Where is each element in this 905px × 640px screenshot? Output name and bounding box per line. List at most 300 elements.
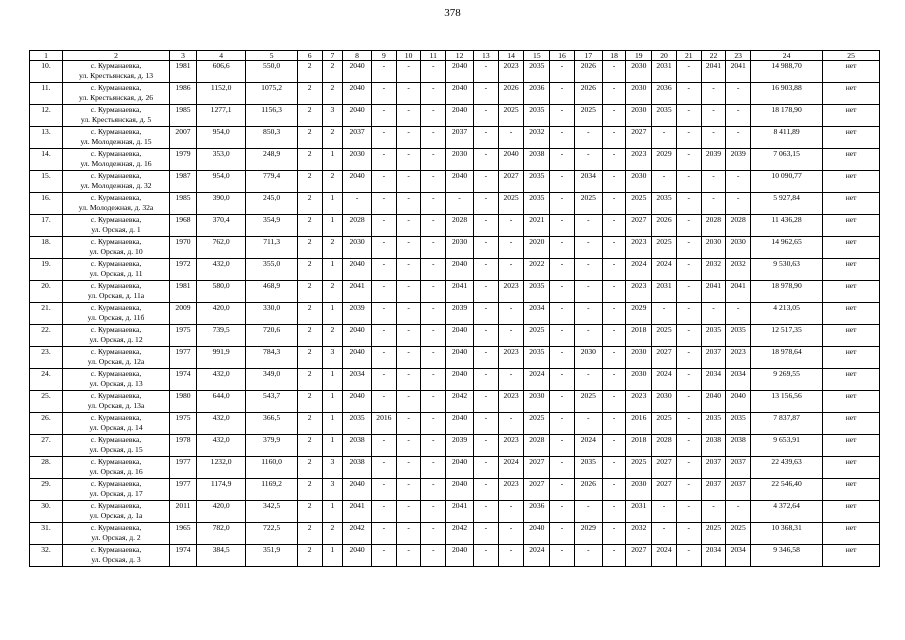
cell-c12: 2041 (446, 501, 474, 523)
cell-c12: 2040 (446, 347, 474, 369)
cell-c15: 2027 (524, 457, 550, 479)
cell-cost: 8 411,89 (751, 127, 823, 149)
cell-c18: - (602, 149, 626, 171)
cell-c13: - (473, 193, 498, 215)
cell-c12: 2040 (446, 545, 474, 567)
cell-cost: 9 269,55 (751, 369, 823, 391)
cell-cost: 14 988,70 (751, 61, 823, 83)
cell-e: 2 (322, 61, 343, 83)
cell-c20: 2027 (652, 457, 677, 479)
row-number: 13. (30, 127, 63, 149)
cell-a1: 420,0 (196, 303, 245, 325)
cell-c23: 2038 (726, 435, 751, 457)
cell-c14: 2026 (498, 83, 524, 105)
cell-c20: 2025 (652, 237, 677, 259)
cell-c17: - (574, 501, 602, 523)
cell-c17: - (574, 127, 602, 149)
cell-e: 1 (322, 369, 343, 391)
cell-c21: - (676, 457, 701, 479)
cell-c15: 2028 (524, 435, 550, 457)
cell-c8: 2041 (343, 281, 372, 303)
cell-a2: 349,0 (246, 369, 298, 391)
cell-c17: 2025 (574, 105, 602, 127)
cell-c23: 2041 (726, 61, 751, 83)
cell-c9: - (372, 171, 397, 193)
cell-c20: 2029 (652, 149, 677, 171)
cell-c15: 2040 (524, 523, 550, 545)
address-locality: с. Курманаевка, (90, 259, 142, 268)
cell-c11: - (421, 281, 446, 303)
cell-c23: 2037 (726, 457, 751, 479)
cell-c12: 2040 (446, 479, 474, 501)
cell-c16: - (550, 501, 575, 523)
cell-c16: - (550, 193, 575, 215)
cell-c18: - (602, 325, 626, 347)
cell-c22: 2038 (701, 435, 726, 457)
cell-e: 1 (322, 303, 343, 325)
cell-year: 1977 (170, 479, 197, 501)
cell-c18: - (602, 391, 626, 413)
cell-c15: 2035 (524, 281, 550, 303)
column-index-8: 8 (343, 51, 372, 61)
cell-year: 1985 (170, 193, 197, 215)
row-number: 31. (30, 523, 63, 545)
cell-c11: - (421, 501, 446, 523)
address-street: ул. Орская, д. 1а (89, 510, 143, 520)
cell-cost: 9 530,63 (751, 259, 823, 281)
cell-c19: 2030 (626, 171, 652, 193)
cell-flag: нет (823, 237, 880, 259)
cell-c9: - (372, 237, 397, 259)
cell-c8: 2034 (343, 369, 372, 391)
cell-c18: - (602, 369, 626, 391)
cell-year: 1974 (170, 545, 197, 567)
cell-c17: - (574, 303, 602, 325)
housing-register-table (29, 50, 880, 567)
cell-a2: 366,5 (246, 413, 298, 435)
cell-flag: нет (823, 413, 880, 435)
cell-c10: - (396, 193, 421, 215)
cell-c23: 2039 (726, 149, 751, 171)
cell-c12: - (446, 193, 474, 215)
cell-c16: - (550, 347, 575, 369)
cell-c9: - (372, 369, 397, 391)
cell-c10: - (396, 545, 421, 567)
cell-c16: - (550, 545, 575, 567)
cell-c14: - (498, 303, 524, 325)
cell-c14: 2025 (498, 105, 524, 127)
cell-c8: 2038 (343, 435, 372, 457)
cell-c12: 2039 (446, 435, 474, 457)
cell-c16: - (550, 303, 575, 325)
address-cell (62, 149, 169, 171)
table-row (30, 281, 880, 303)
cell-f: 2 (297, 237, 322, 259)
cell-e: 3 (322, 457, 343, 479)
cell-c16: - (550, 479, 575, 501)
cell-e: 2 (322, 237, 343, 259)
table-row (30, 83, 880, 105)
cell-c9: - (372, 149, 397, 171)
table-row (30, 391, 880, 413)
cell-c19: 2023 (626, 149, 652, 171)
cell-c19: 2030 (626, 61, 652, 83)
cell-c20: 2027 (652, 479, 677, 501)
cell-c16: - (550, 215, 575, 237)
cell-c21: - (676, 237, 701, 259)
cell-c10: - (396, 215, 421, 237)
cell-c10: - (396, 347, 421, 369)
cell-c20: 2025 (652, 413, 677, 435)
cell-flag: нет (823, 105, 880, 127)
cell-year: 1977 (170, 347, 197, 369)
address-locality: с. Курманаевка, (90, 325, 142, 334)
cell-a1: 991,9 (196, 347, 245, 369)
cell-c12: 2037 (446, 127, 474, 149)
cell-c19: 2027 (626, 545, 652, 567)
address-cell (62, 435, 169, 457)
cell-c11: - (421, 391, 446, 413)
cell-c16: - (550, 413, 575, 435)
cell-f: 2 (297, 391, 322, 413)
row-number: 29. (30, 479, 63, 501)
cell-e: 1 (322, 193, 343, 215)
cell-year: 1978 (170, 435, 197, 457)
cell-c9: - (372, 83, 397, 105)
cell-c15: 2024 (524, 545, 550, 567)
cell-c19: 2030 (626, 105, 652, 127)
cell-c11: - (421, 83, 446, 105)
cell-c23: 2030 (726, 237, 751, 259)
cell-c21: - (676, 347, 701, 369)
cell-c16: - (550, 171, 575, 193)
column-index-2: 2 (62, 51, 169, 61)
cell-c10: - (396, 391, 421, 413)
cell-c16: - (550, 259, 575, 281)
cell-c9: - (372, 127, 397, 149)
cell-c20: - (652, 523, 677, 545)
address-street: ул. Орская, д. 1 (91, 224, 141, 234)
cell-c19: 2027 (626, 215, 652, 237)
table-row (30, 325, 880, 347)
cell-e: 1 (322, 391, 343, 413)
cell-a2: 468,9 (246, 281, 298, 303)
address-cell (62, 259, 169, 281)
cell-f: 2 (297, 347, 322, 369)
cell-a1: 390,0 (196, 193, 245, 215)
cell-e: 1 (322, 149, 343, 171)
cell-e: 2 (322, 523, 343, 545)
cell-cost: 18 978,64 (751, 347, 823, 369)
cell-a1: 432,0 (196, 259, 245, 281)
cell-c11: - (421, 523, 446, 545)
cell-c11: - (421, 347, 446, 369)
cell-c15: 2035 (524, 171, 550, 193)
cell-c8: 2028 (343, 215, 372, 237)
address-street: ул. Молодежная, д. 32 (80, 180, 152, 190)
address-locality: с. Курманаевка, (90, 127, 142, 136)
cell-c10: - (396, 149, 421, 171)
cell-a1: 954,0 (196, 171, 245, 193)
cell-c19: 2031 (626, 501, 652, 523)
cell-c22: 2037 (701, 457, 726, 479)
cell-c23: 2034 (726, 545, 751, 567)
cell-c21: - (676, 479, 701, 501)
cell-c19: 2029 (626, 303, 652, 325)
cell-c21: - (676, 391, 701, 413)
cell-a2: 330,0 (246, 303, 298, 325)
cell-c14: - (498, 237, 524, 259)
cell-c14: 2040 (498, 149, 524, 171)
cell-c19: 2016 (626, 413, 652, 435)
cell-cost: 9 653,91 (751, 435, 823, 457)
column-index-25: 25 (823, 51, 880, 61)
cell-c18: - (602, 105, 626, 127)
column-index-7: 7 (322, 51, 343, 61)
cell-c20: - (652, 171, 677, 193)
cell-c15: 2035 (524, 105, 550, 127)
cell-c10: - (396, 83, 421, 105)
cell-c9: - (372, 435, 397, 457)
cell-c12: 2042 (446, 391, 474, 413)
address-street: ул. Молодежная, д. 16 (80, 158, 152, 168)
row-number: 26. (30, 413, 63, 435)
cell-c22: 2035 (701, 413, 726, 435)
cell-a1: 762,0 (196, 237, 245, 259)
row-number: 30. (30, 501, 63, 523)
cell-c19: 2023 (626, 391, 652, 413)
column-index-15: 15 (524, 51, 550, 61)
cell-e: 1 (322, 435, 343, 457)
table-row (30, 303, 880, 325)
cell-c17: 2035 (574, 457, 602, 479)
cell-a2: 722,5 (246, 523, 298, 545)
row-number: 10. (30, 61, 63, 83)
table-row (30, 149, 880, 171)
address-street: ул. Орская, д. 16 (89, 466, 143, 476)
address-street: ул. Орская, д. 12 (89, 334, 143, 344)
cell-flag: нет (823, 523, 880, 545)
table-row (30, 237, 880, 259)
cell-c13: - (473, 457, 498, 479)
cell-c9: 2016 (372, 413, 397, 435)
column-index-19: 19 (626, 51, 652, 61)
cell-c18: - (602, 215, 626, 237)
cell-c15: 2034 (524, 303, 550, 325)
address-locality: с. Курманаевка, (90, 61, 142, 70)
cell-c10: - (396, 435, 421, 457)
address-locality: с. Курманаевка, (90, 501, 142, 510)
cell-c23: 2040 (726, 391, 751, 413)
address-street: ул. Орская, д. 14 (89, 422, 143, 432)
cell-c19: 2025 (626, 193, 652, 215)
cell-c9: - (372, 303, 397, 325)
cell-a2: 248,9 (246, 149, 298, 171)
cell-c9: - (372, 545, 397, 567)
cell-c17: 2025 (574, 193, 602, 215)
cell-c22: 2025 (701, 523, 726, 545)
cell-e: 2 (322, 171, 343, 193)
address-locality: с. Курманаевка, (90, 171, 142, 180)
cell-c14: - (498, 545, 524, 567)
address-street: ул. Орская, д. 11а (87, 290, 145, 300)
cell-c15: 2035 (524, 193, 550, 215)
address-street: ул. Орская, д. 10 (89, 246, 143, 256)
row-number: 15. (30, 171, 63, 193)
cell-c17: - (574, 259, 602, 281)
cell-year: 1972 (170, 259, 197, 281)
address-cell (62, 479, 169, 501)
cell-f: 2 (297, 105, 322, 127)
cell-c20: 2024 (652, 545, 677, 567)
cell-c15: 2020 (524, 237, 550, 259)
cell-c15: 2038 (524, 149, 550, 171)
address-locality: с. Курманаевка, (90, 237, 142, 246)
cell-c22: 2039 (701, 149, 726, 171)
cell-c20: 2024 (652, 369, 677, 391)
cell-c11: - (421, 105, 446, 127)
cell-c8: 2040 (343, 545, 372, 567)
cell-c14: - (498, 259, 524, 281)
cell-c14: 2023 (498, 281, 524, 303)
cell-c23: - (726, 193, 751, 215)
cell-c8: 2040 (343, 347, 372, 369)
cell-flag: нет (823, 171, 880, 193)
cell-c19: 2027 (626, 127, 652, 149)
column-index-9: 9 (372, 51, 397, 61)
address-cell (62, 281, 169, 303)
cell-c20: 2027 (652, 347, 677, 369)
address-cell (62, 83, 169, 105)
cell-c23: 2035 (726, 325, 751, 347)
cell-c22: - (701, 303, 726, 325)
cell-c9: - (372, 347, 397, 369)
column-index-23: 23 (726, 51, 751, 61)
cell-c17: 2029 (574, 523, 602, 545)
cell-c13: - (473, 83, 498, 105)
cell-c23: - (726, 303, 751, 325)
address-street: ул. Орская, д. 13а (87, 400, 145, 410)
address-locality: с. Курманаевка, (90, 369, 142, 378)
cell-a2: 550,0 (246, 61, 298, 83)
cell-c12: 2040 (446, 457, 474, 479)
cell-c20: 2035 (652, 105, 677, 127)
cell-a1: 580,0 (196, 281, 245, 303)
cell-c8: 2040 (343, 105, 372, 127)
cell-a2: 1075,2 (246, 83, 298, 105)
cell-c9: - (372, 325, 397, 347)
cell-c17: 2026 (574, 83, 602, 105)
row-number: 24. (30, 369, 63, 391)
cell-c22: 2041 (701, 281, 726, 303)
cell-c14: - (498, 413, 524, 435)
cell-f: 2 (297, 523, 322, 545)
cell-c9: - (372, 391, 397, 413)
column-index-16: 16 (550, 51, 575, 61)
cell-a2: 342,5 (246, 501, 298, 523)
cell-c21: - (676, 61, 701, 83)
cell-c19: 2032 (626, 523, 652, 545)
cell-c12: 2039 (446, 303, 474, 325)
cell-c16: - (550, 281, 575, 303)
cell-c20: 2031 (652, 281, 677, 303)
cell-c23: - (726, 127, 751, 149)
cell-c10: - (396, 325, 421, 347)
cell-c14: 2023 (498, 61, 524, 83)
cell-e: 3 (322, 105, 343, 127)
cell-cost: 22 439,63 (751, 457, 823, 479)
cell-c17: - (574, 413, 602, 435)
cell-c8: 2039 (343, 303, 372, 325)
cell-c22: 2035 (701, 325, 726, 347)
table-row (30, 61, 880, 83)
cell-c20: 2030 (652, 391, 677, 413)
address-street: ул. Молодежная, д. 15 (80, 136, 152, 146)
address-locality: с. Курманаевка, (90, 281, 142, 290)
cell-c9: - (372, 479, 397, 501)
cell-c19: 2018 (626, 435, 652, 457)
cell-a2: 543,7 (246, 391, 298, 413)
cell-a2: 355,0 (246, 259, 298, 281)
cell-flag: нет (823, 435, 880, 457)
cell-c11: - (421, 127, 446, 149)
cell-c12: 2030 (446, 149, 474, 171)
cell-c20: 2031 (652, 61, 677, 83)
cell-a1: 739,5 (196, 325, 245, 347)
cell-c22: 2028 (701, 215, 726, 237)
cell-flag: нет (823, 369, 880, 391)
column-index-10: 10 (396, 51, 421, 61)
address-locality: с. Курманаевка, (90, 105, 142, 114)
cell-c22: 2037 (701, 479, 726, 501)
cell-c19: 2023 (626, 237, 652, 259)
cell-a1: 384,5 (196, 545, 245, 567)
address-locality: с. Курманаевка, (90, 347, 142, 356)
address-street: ул. Орская, д. 13 (89, 378, 143, 388)
cell-c9: - (372, 193, 397, 215)
cell-c18: - (602, 127, 626, 149)
cell-c13: - (473, 501, 498, 523)
cell-c14: - (498, 215, 524, 237)
cell-c13: - (473, 215, 498, 237)
cell-year: 1981 (170, 61, 197, 83)
cell-a2: 351,9 (246, 545, 298, 567)
cell-c21: - (676, 369, 701, 391)
cell-c17: - (574, 215, 602, 237)
cell-c8: 2041 (343, 501, 372, 523)
cell-year: 2011 (170, 501, 197, 523)
cell-c21: - (676, 281, 701, 303)
table-row (30, 501, 880, 523)
cell-c18: - (602, 259, 626, 281)
cell-f: 2 (297, 325, 322, 347)
column-index-header (30, 51, 880, 61)
cell-c15: 2035 (524, 61, 550, 83)
cell-a1: 1232,0 (196, 457, 245, 479)
cell-c21: - (676, 303, 701, 325)
cell-c17: 2034 (574, 171, 602, 193)
table-row (30, 127, 880, 149)
cell-c10: - (396, 105, 421, 127)
cell-c12: 2040 (446, 259, 474, 281)
cell-c21: - (676, 413, 701, 435)
address-street: ул. Орская, д. 17 (89, 488, 143, 498)
table-row (30, 435, 880, 457)
address-cell (62, 523, 169, 545)
column-index-24: 24 (751, 51, 823, 61)
cell-flag: нет (823, 193, 880, 215)
cell-c8: 2040 (343, 479, 372, 501)
